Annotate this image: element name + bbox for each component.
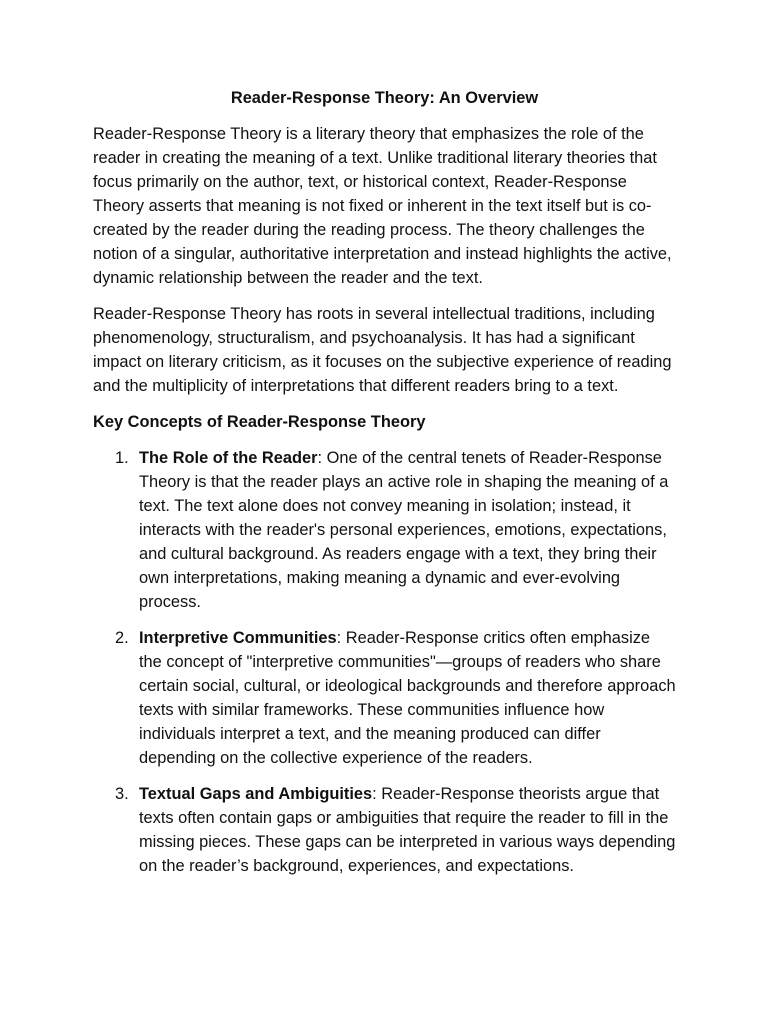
section-heading: Key Concepts of Reader-Response Theory: [93, 413, 426, 431]
intro-paragraph: Reader-Response Theory is a literary theory that emphasizes the role of the reader in creating the meaning of a text. Unlike traditional literary theories that focus primarily on the author, text, or historical context, Reader-Response Theory asserts that meaning is not fixed or inherent in the text itself but is co-created by the reader during the reading process. The theory challenges the notion of a singular, authoritative interpretation and instead highlights the active, dynamic relationship between the reader and the text.: [93, 125, 672, 287]
list-item: [93, 446, 676, 614]
roots-paragraph: Reader-Response Theory has roots in several intellectual traditions, including phenomenology, structuralism, and psychoanalysis. It has had a significant impact on literary criticism, as it focuses on the subjective experience of reading and the multiplicity of interpretations that different readers bring to a text.: [93, 305, 672, 395]
key-concepts-list: [93, 446, 676, 878]
list-item: [93, 782, 676, 878]
list-item-text: : Reader-Response theorists argue that texts often contain gaps or ambiguities that require the reader to fill in the missing pieces. These gaps can be interpreted in various ways depending on the reader’s background, experiences, and expectations.: [139, 785, 676, 875]
list-item-term: Textual Gaps and Ambiguities: [139, 785, 373, 803]
list-item-text: : Reader-Response critics often emphasize the concept of "interpretive communities"—groups of readers who share certain social, cultural, or ideological backgrounds and therefore approach texts with similar frameworks. These communities influence how individuals interpret a text, and the meaning produced can differ depending on the collective experience of the readers.: [139, 629, 676, 767]
list-item-number: 2.: [115, 629, 129, 647]
list-item-term: The Role of the Reader: [139, 449, 318, 467]
list-item-number: 1.: [115, 449, 129, 467]
list-item-text: : One of the central tenets of Reader-Response Theory is that the reader plays an active role in shaping the meaning of a text. The text alone does not convey meaning in isolation; instead, it interacts with the reader's personal experiences, emotions, expectations, and cultural background. As readers engage with a text, they bring their own interpretations, making meaning a dynamic and ever-evolving process.: [139, 449, 669, 611]
list-item-term: Interpretive Communities: [139, 629, 337, 647]
list-item-number: 3.: [115, 785, 129, 803]
list-item: [93, 626, 676, 770]
document-title: Reader-Response Theory: An Overview: [230, 89, 539, 107]
